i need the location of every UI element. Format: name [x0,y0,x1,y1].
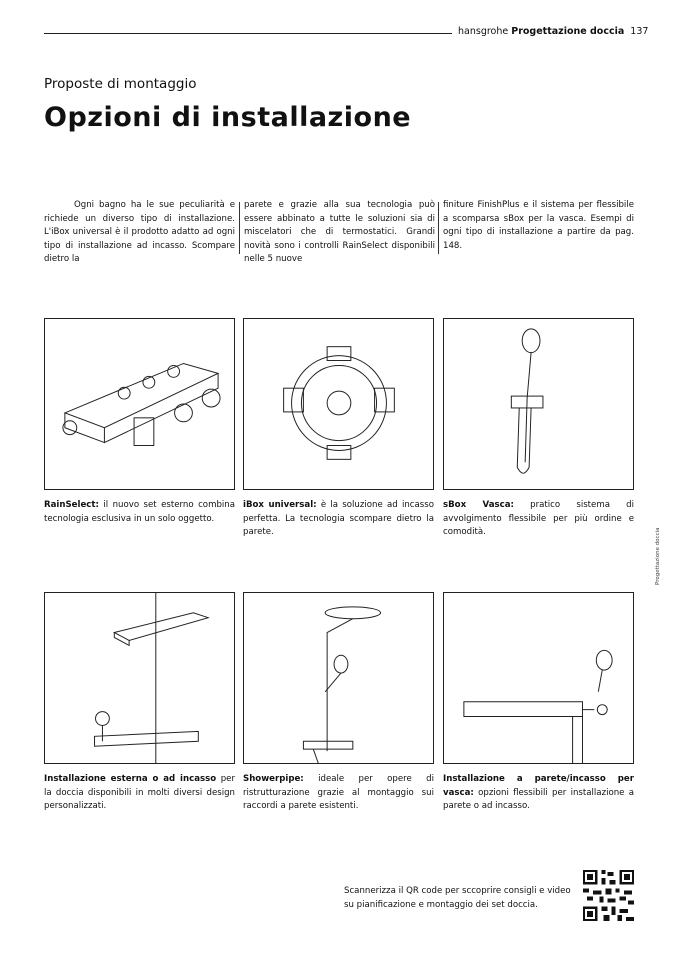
caption-bath-installation [443,773,634,814]
caption-ibox [243,499,434,540]
column-divider [438,202,439,254]
caption-text: è la soluzione ad incasso perfetta. La tecnologia scompare dietro la parete. [243,500,434,538]
intro-col-2: parete e grazie alla sua tecnologia può essere abbinato a tutte le soluzioni sia di miscelatori che di termostatici. Grandi novità sono i controlli RainSelect disponibili nelle 5 nuove [244,200,435,265]
bath-installation-illustration [443,592,634,764]
caption-bold: Showerpipe: [243,774,304,784]
intro-col-3: finiture FinishPlus e il sistema per flessibile a scomparsa sBox per la vasca. Esempi di ogni tipo di installazione a partire da pag. 148. [443,200,634,251]
rainselect-illustration [44,318,235,490]
showerpipe-illustration [243,592,434,764]
caption-shower-installation [44,773,235,814]
page-number: 137 [630,26,649,37]
subtitle: Proposte di montaggio [44,76,197,92]
side-label: Progettazione doccia [655,527,661,585]
caption-showerpipe [243,773,434,814]
caption-text: il nuovo set esterno combina tecnologia esclusiva in un solo oggetto. [44,500,235,524]
ibox-illustration [243,318,434,490]
intro-col-1: Ogni bagno ha le sue peculiarità e richiede un diverso tipo di installazione. L'iBox universal è il prodotto adatto ad ogni tipo di installazione ad incasso. Scompare dietro la [44,200,235,265]
caption-text: opzioni flessibili per installazione a parete o ad incasso. [443,787,634,812]
caption-text: per la doccia disponibili in molti diversi design personalizzati. [44,774,235,812]
caption-sbox [443,499,634,540]
running-header [458,26,648,37]
section-name: Progettazione doccia [511,26,625,37]
column-divider [239,202,240,254]
qr-caption: Scannerizza il QR code per sccoprire consigli e video su pianificazione e montaggio dei set doccia. [344,886,571,910]
caption-text: ideale per opere di ristrutturazione grazie al montaggio sui raccordi a parete esistenti. [243,774,434,812]
caption-bold: Installazione esterna o ad incasso [44,774,217,784]
caption-bold: iBox universal: [243,500,317,510]
sbox-illustration [443,318,634,490]
caption-bold: sBox Vasca: [443,500,514,510]
header-rule [44,33,452,34]
qr-code-icon[interactable] [583,870,634,921]
caption-bold: Installazione a parete/incasso per vasca: [443,774,634,798]
brand: hansgrohe [458,26,509,37]
caption-rainselect [44,499,235,526]
shower-installation-illustration [44,592,235,764]
caption-text: pratico sistema di avvolgimento flessibile per più ordine e comodità. [443,500,635,538]
caption-bold: RainSelect: [44,500,99,510]
page-title: Opzioni di installazione [44,102,412,133]
